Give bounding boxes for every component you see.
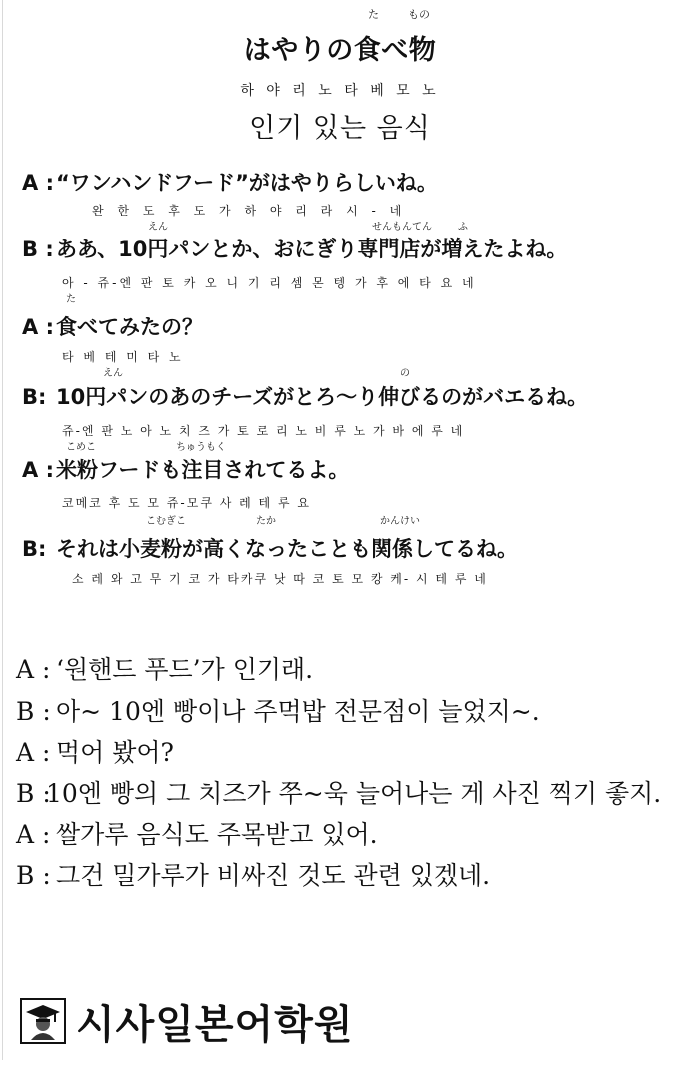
jp-sentence: 食べてみたの？ (56, 315, 203, 339)
furigana: かんけい (380, 516, 420, 527)
speaker-label: B: (22, 385, 47, 409)
jp-sentence: ああ、10円パンとか、おにぎり専門店が増えたよね。 (56, 237, 568, 261)
korean-reading: 코메코 후 도 모 쥬-모쿠 사 레 테 루 요 (62, 496, 311, 510)
jp-sentence: “ワンハンドフード”がはやりらしいね。 (56, 171, 438, 195)
page-title-korean: 인기 있는 음식 (249, 113, 431, 144)
furigana: たか (256, 516, 276, 527)
korean-reading: 완 한 도 후 도 가 하 야 리 라 시 - 네 (92, 204, 407, 218)
ko-sentence: ‘원핸드 푸드’가 인기래. (56, 655, 314, 684)
ko-sentence: 그건 밀가루가 비싸진 것도 관련 있겠네. (56, 861, 491, 890)
ko-translation-line (16, 815, 666, 851)
furigana: ふ (458, 222, 468, 233)
jp-sentence: 米粉フードも注目されてるよ。 (56, 458, 350, 482)
korean-reading: 타 베 테 미 타 노 (62, 350, 184, 364)
ko-translation-line (16, 856, 666, 892)
speaker-label: A : (16, 655, 51, 684)
furigana: こめこ (66, 442, 96, 453)
ko-translation-line (16, 692, 666, 728)
ko-translation-line (16, 733, 666, 769)
ko-sentence: 먹어 봤어? (56, 738, 174, 767)
furigana: えん (148, 222, 168, 233)
ko-translation-line (16, 774, 666, 810)
jp-dialogue-line (22, 233, 672, 263)
furigana: た (66, 294, 76, 305)
furigana: えん (103, 368, 123, 379)
ko-sentence: 아~ 10엔 빵이나 주먹밥 전문점이 늘었지~. (56, 697, 540, 726)
speaker-label: B : (22, 237, 54, 261)
academy-name: 시사일본어학원 (76, 1001, 354, 1048)
speaker-label: B : (16, 697, 51, 726)
ko-sentence: 10엔 빵의 그 치즈가 쭈~욱 늘어나는 게 사진 찍기 좋지. (46, 779, 662, 808)
korean-reading: 아 - 쥬-엔 판 토 카 오 니 기 리 셈 몬 텡 가 후 에 타 요 네 (62, 276, 477, 290)
jp-sentence: 10円パンのあのチーズがとろ～り伸びるのがバエるね。 (56, 385, 589, 409)
ko-sentence: 쌀가루 음식도 주목받고 있어. (56, 820, 378, 849)
ko-translation-line (16, 650, 666, 686)
speaker-label: A : (16, 820, 51, 849)
speaker-label: A : (22, 458, 54, 482)
furigana: ちゅうもく (176, 442, 226, 453)
korean-reading: 쥬-엔 판 노 아 노 치 즈 가 토 로 리 노 비 루 노 가 바 에 루 네 (62, 424, 465, 438)
furigana: こむぎこ (146, 516, 186, 527)
speaker-label: A : (16, 738, 51, 767)
jp-sentence: それは小麦粉が高くなったことも関係してるね。 (56, 537, 518, 561)
jp-dialogue-line (22, 381, 672, 411)
title-furigana-ta: た (368, 8, 379, 21)
page-title-japanese: はやりの食べ物 (243, 35, 437, 66)
title-furigana-mono: もの (408, 8, 430, 21)
jp-dialogue-line (22, 311, 672, 341)
korean-reading: 소 레 와 고 무 기 코 가 타카쿠 낫 따 코 토 모 캉 케- 시 테 루 네 (72, 572, 488, 586)
speaker-label: A : (22, 171, 54, 195)
jp-dialogue-line (22, 167, 672, 197)
speaker-label: B: (22, 537, 47, 561)
page-title-reading: 하 야 리 노 타 베 모 노 (240, 83, 440, 99)
speaker-label: A : (22, 315, 54, 339)
furigana: の (400, 368, 410, 379)
speaker-label: B : (16, 779, 51, 808)
page-edge-divider (2, 0, 3, 1060)
furigana: せんもんてん (372, 222, 432, 233)
graduate-cap-icon (20, 998, 66, 1044)
academy-logo (20, 996, 353, 1046)
jp-dialogue-line (22, 454, 672, 484)
speaker-label: B : (16, 861, 51, 890)
jp-dialogue-line (22, 533, 672, 563)
